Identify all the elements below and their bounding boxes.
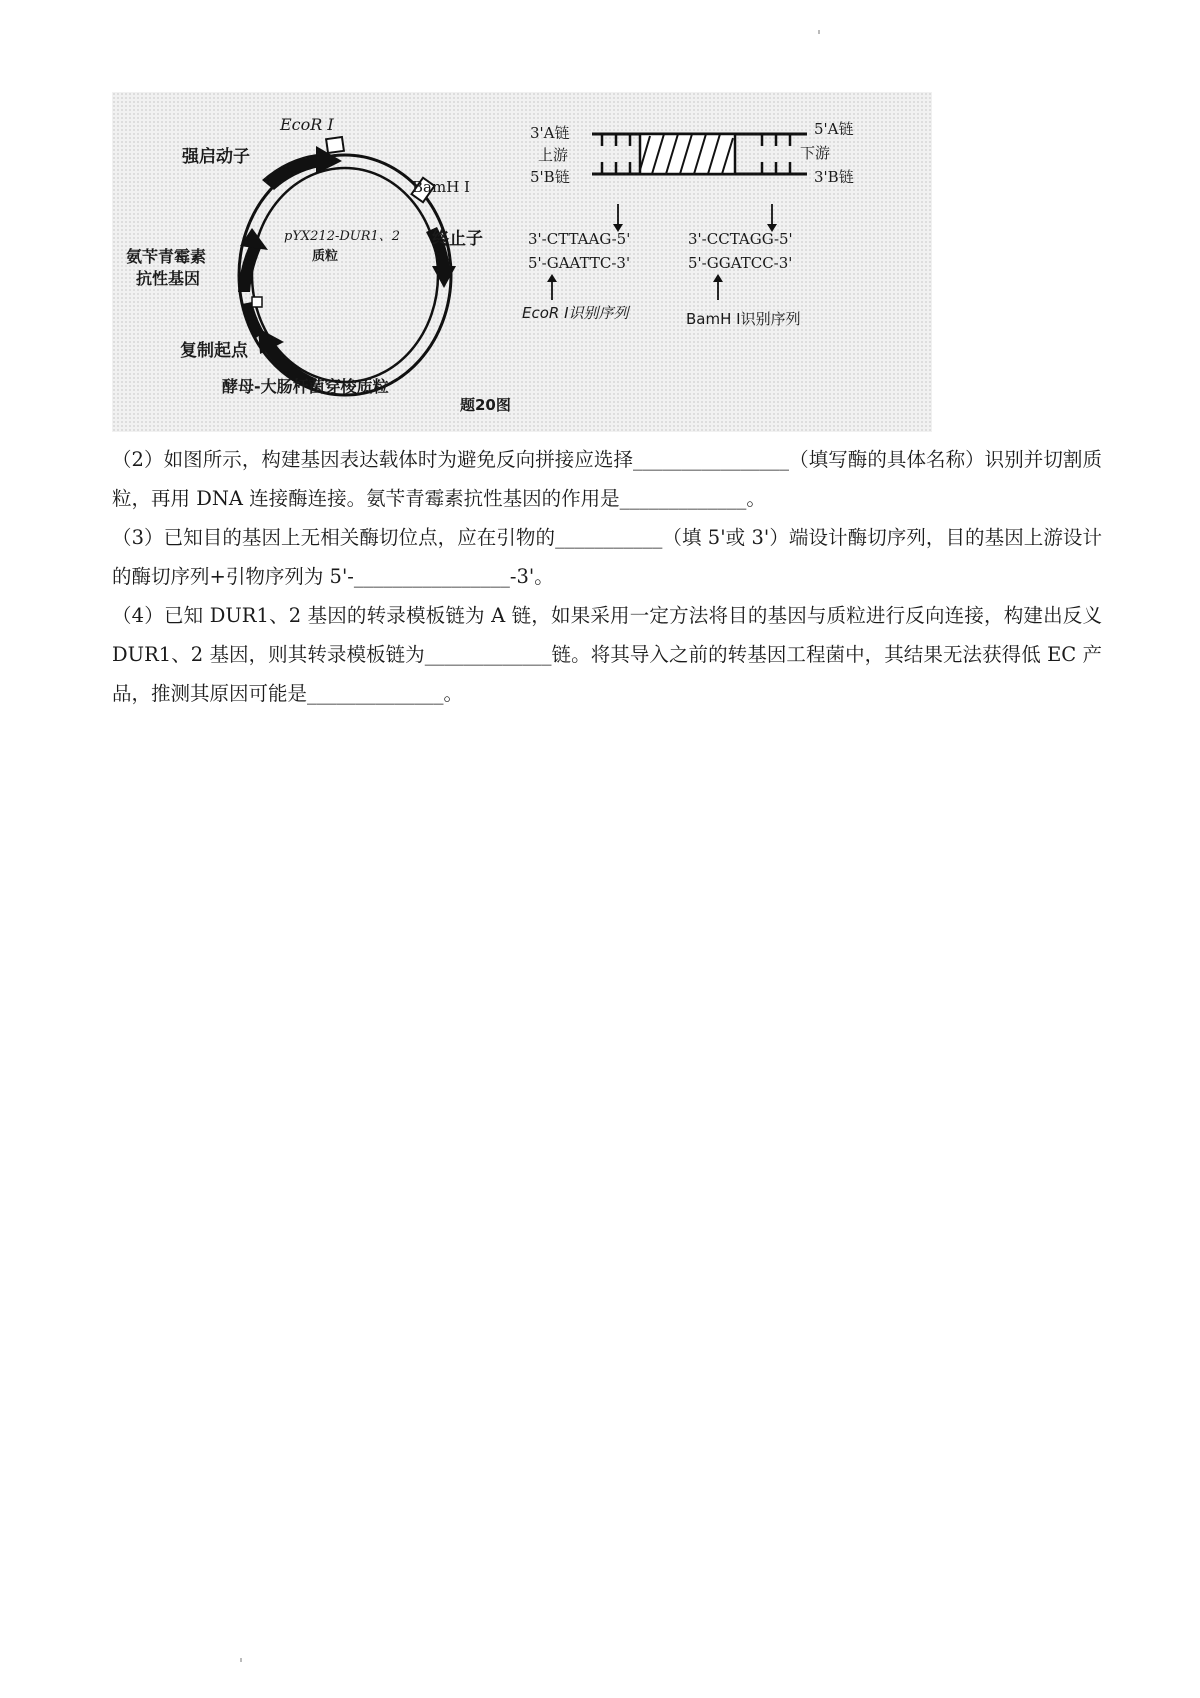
plasmid-inner-ring <box>252 168 438 382</box>
question-3: （3）已知目的基因上无相关酶切位点，应在引物的___________（填 5'或 3'）端设计酶切序列，目的基因上游设计的酶切序列+引物序列为 5'-________________-3'。 <box>112 526 1102 588</box>
promoter-label: 强启动子 <box>182 147 250 167</box>
ecori-recognition <box>522 204 632 322</box>
question-text-block <box>112 440 1102 713</box>
plasmid-caption: 酵母-大肠杆菌穿梭质粒 <box>222 377 389 396</box>
bamhi-top-seq: 3'-CCTAGG-5' <box>688 230 793 248</box>
question-4: （4）已知 DUR1、2 基因的转录模板链为 A 链，如果采用一定方法将目的基因与质粒进行反向连接，构建出反义 DUR1、2 基因，则其转录模板链为_____________链。将其导入之前的转基因工程菌中，其结果无法获得低 EC 产品，推测其原因可能是______________。 <box>112 604 1102 705</box>
amp-label-line2: 抗性基因 <box>136 269 201 288</box>
ecori-top-seq: 3'-CTTAAG-5' <box>528 230 631 248</box>
ecori-up-arrow-icon <box>547 274 557 282</box>
b-strand-left-label: 5'B链 <box>530 168 570 186</box>
amp-label-line1: 氨苄青霉素 <box>126 247 207 266</box>
b-strand-right-label: 3'B链 <box>814 168 854 186</box>
terminator-label: 终止子 <box>432 229 483 249</box>
bamhi-recognition <box>686 204 801 328</box>
downstream-label: 下游 <box>800 144 831 162</box>
scan-speck-top <box>818 30 820 34</box>
bamhi-label: BamH Ⅰ <box>412 178 470 196</box>
figure-number-caption: 题20图 <box>460 396 511 414</box>
bamhi-bottom-seq: 5'-GGATCC-3' <box>688 254 793 272</box>
scan-speck-bottom <box>240 1658 242 1662</box>
plasmid-site-notch <box>252 297 262 307</box>
ecori-bottom-seq: 5'-GAATTC-3' <box>528 254 631 272</box>
ecori-site-box <box>326 137 344 153</box>
plasmid-name: pYX212-DUR1、2 <box>284 229 401 244</box>
question-figure <box>112 92 932 432</box>
target-gene-diagram <box>530 120 854 186</box>
bamhi-up-arrow-icon <box>713 274 723 282</box>
plasmid-map <box>126 115 511 414</box>
promoter-segment <box>262 154 320 190</box>
bamhi-seq-label: BamH Ⅰ识别序列 <box>686 310 801 328</box>
question-2: （2）如图所示，构建基因表达载体时为避免反向拼接应选择________________（填写酶的具体名称）识别并切割质粒，再用 DNA 连接酶连接。氨苄青霉素抗性基因的作用是_____________。 <box>112 448 1102 510</box>
figure-svg <box>112 92 932 432</box>
plasmid-name-line2: 质粒 <box>312 249 339 264</box>
ori-label: 复制起点 <box>180 341 248 361</box>
ecori-label: EcoR Ⅰ <box>280 115 334 134</box>
a-strand-right-label: 5'A链 <box>814 120 854 138</box>
upstream-label: 上游 <box>538 146 569 164</box>
ecori-seq-label: EcoR Ⅰ识别序列 <box>522 304 629 322</box>
a-strand-left-label: 3'A链 <box>530 124 570 142</box>
